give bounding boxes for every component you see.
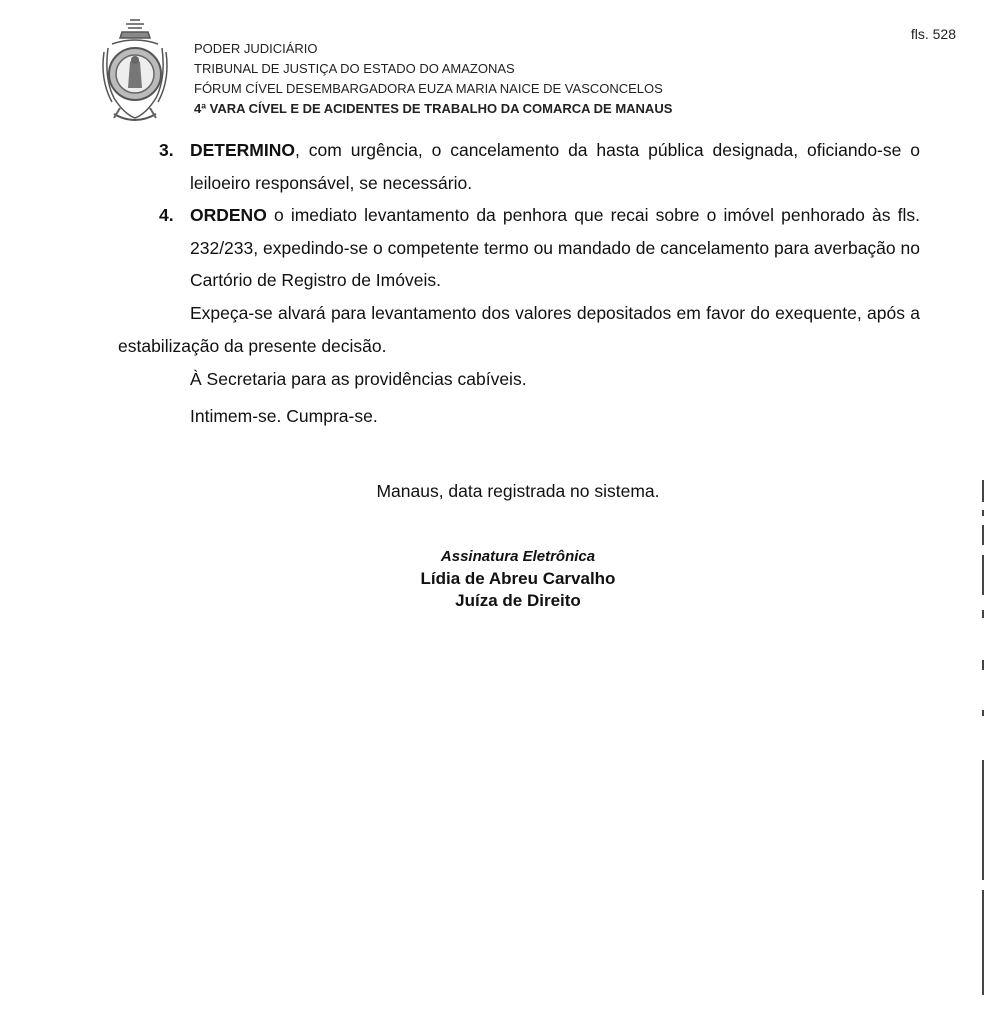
- judge-name: Lídia de Abreu Carvalho: [420, 569, 616, 588]
- item-keyword: DETERMINO: [190, 140, 295, 160]
- item-keyword: ORDENO: [190, 205, 267, 225]
- header-line-4: 4ª VARA CÍVEL E DE ACIDENTES DE TRABALHO DA COMARCA DE MANAUS: [194, 101, 673, 116]
- judge-title: Juíza de Direito: [455, 591, 581, 610]
- order-item-4: [159, 199, 920, 297]
- header-line-2: TRIBUNAL DE JUSTIÇA DO ESTADO DO AMAZONAS: [194, 61, 515, 76]
- item-number: 3.: [159, 140, 174, 160]
- signature-type: Assinatura Eletrônica: [440, 548, 596, 565]
- paragraph-secretaria: À Secretaria para as providências cabíveis.: [190, 369, 527, 389]
- header-line-1: PODER JUDICIÁRIO: [194, 41, 318, 56]
- item-text: o imediato levantamento da penhora que recai sobre o imóvel penhorado às fls. 232/233, expedindo-se o competente termo ou mandado de cancelamento para averbação no Cartório de Registro de Imóveis.: [190, 205, 920, 290]
- paragraph-intimem: Intimem-se. Cumpra-se.: [190, 406, 378, 426]
- place-date: Manaus, data registrada no sistema.: [376, 481, 660, 501]
- court-header: [194, 39, 672, 119]
- item-number: 4.: [159, 205, 174, 225]
- order-item-3: [159, 134, 920, 199]
- vertical-side-stamp: [976, 470, 984, 1000]
- page-folio: fls. 528: [910, 26, 956, 42]
- court-coat-of-arms-icon: [100, 18, 170, 126]
- paragraph-alvara: Expeça-se alvará para levantamento dos valores depositados em favor do exequente, após a estabilização da presente decisão.: [118, 303, 920, 356]
- item-text: , com urgência, o cancelamento da hasta pública designada, oficiando-se o leiloeiro responsável, se necessário.: [190, 140, 920, 193]
- header-line-3: FÓRUM CÍVEL DESEMBARGADORA EUZA MARIA NAICE DE VASCONCELOS: [194, 81, 663, 96]
